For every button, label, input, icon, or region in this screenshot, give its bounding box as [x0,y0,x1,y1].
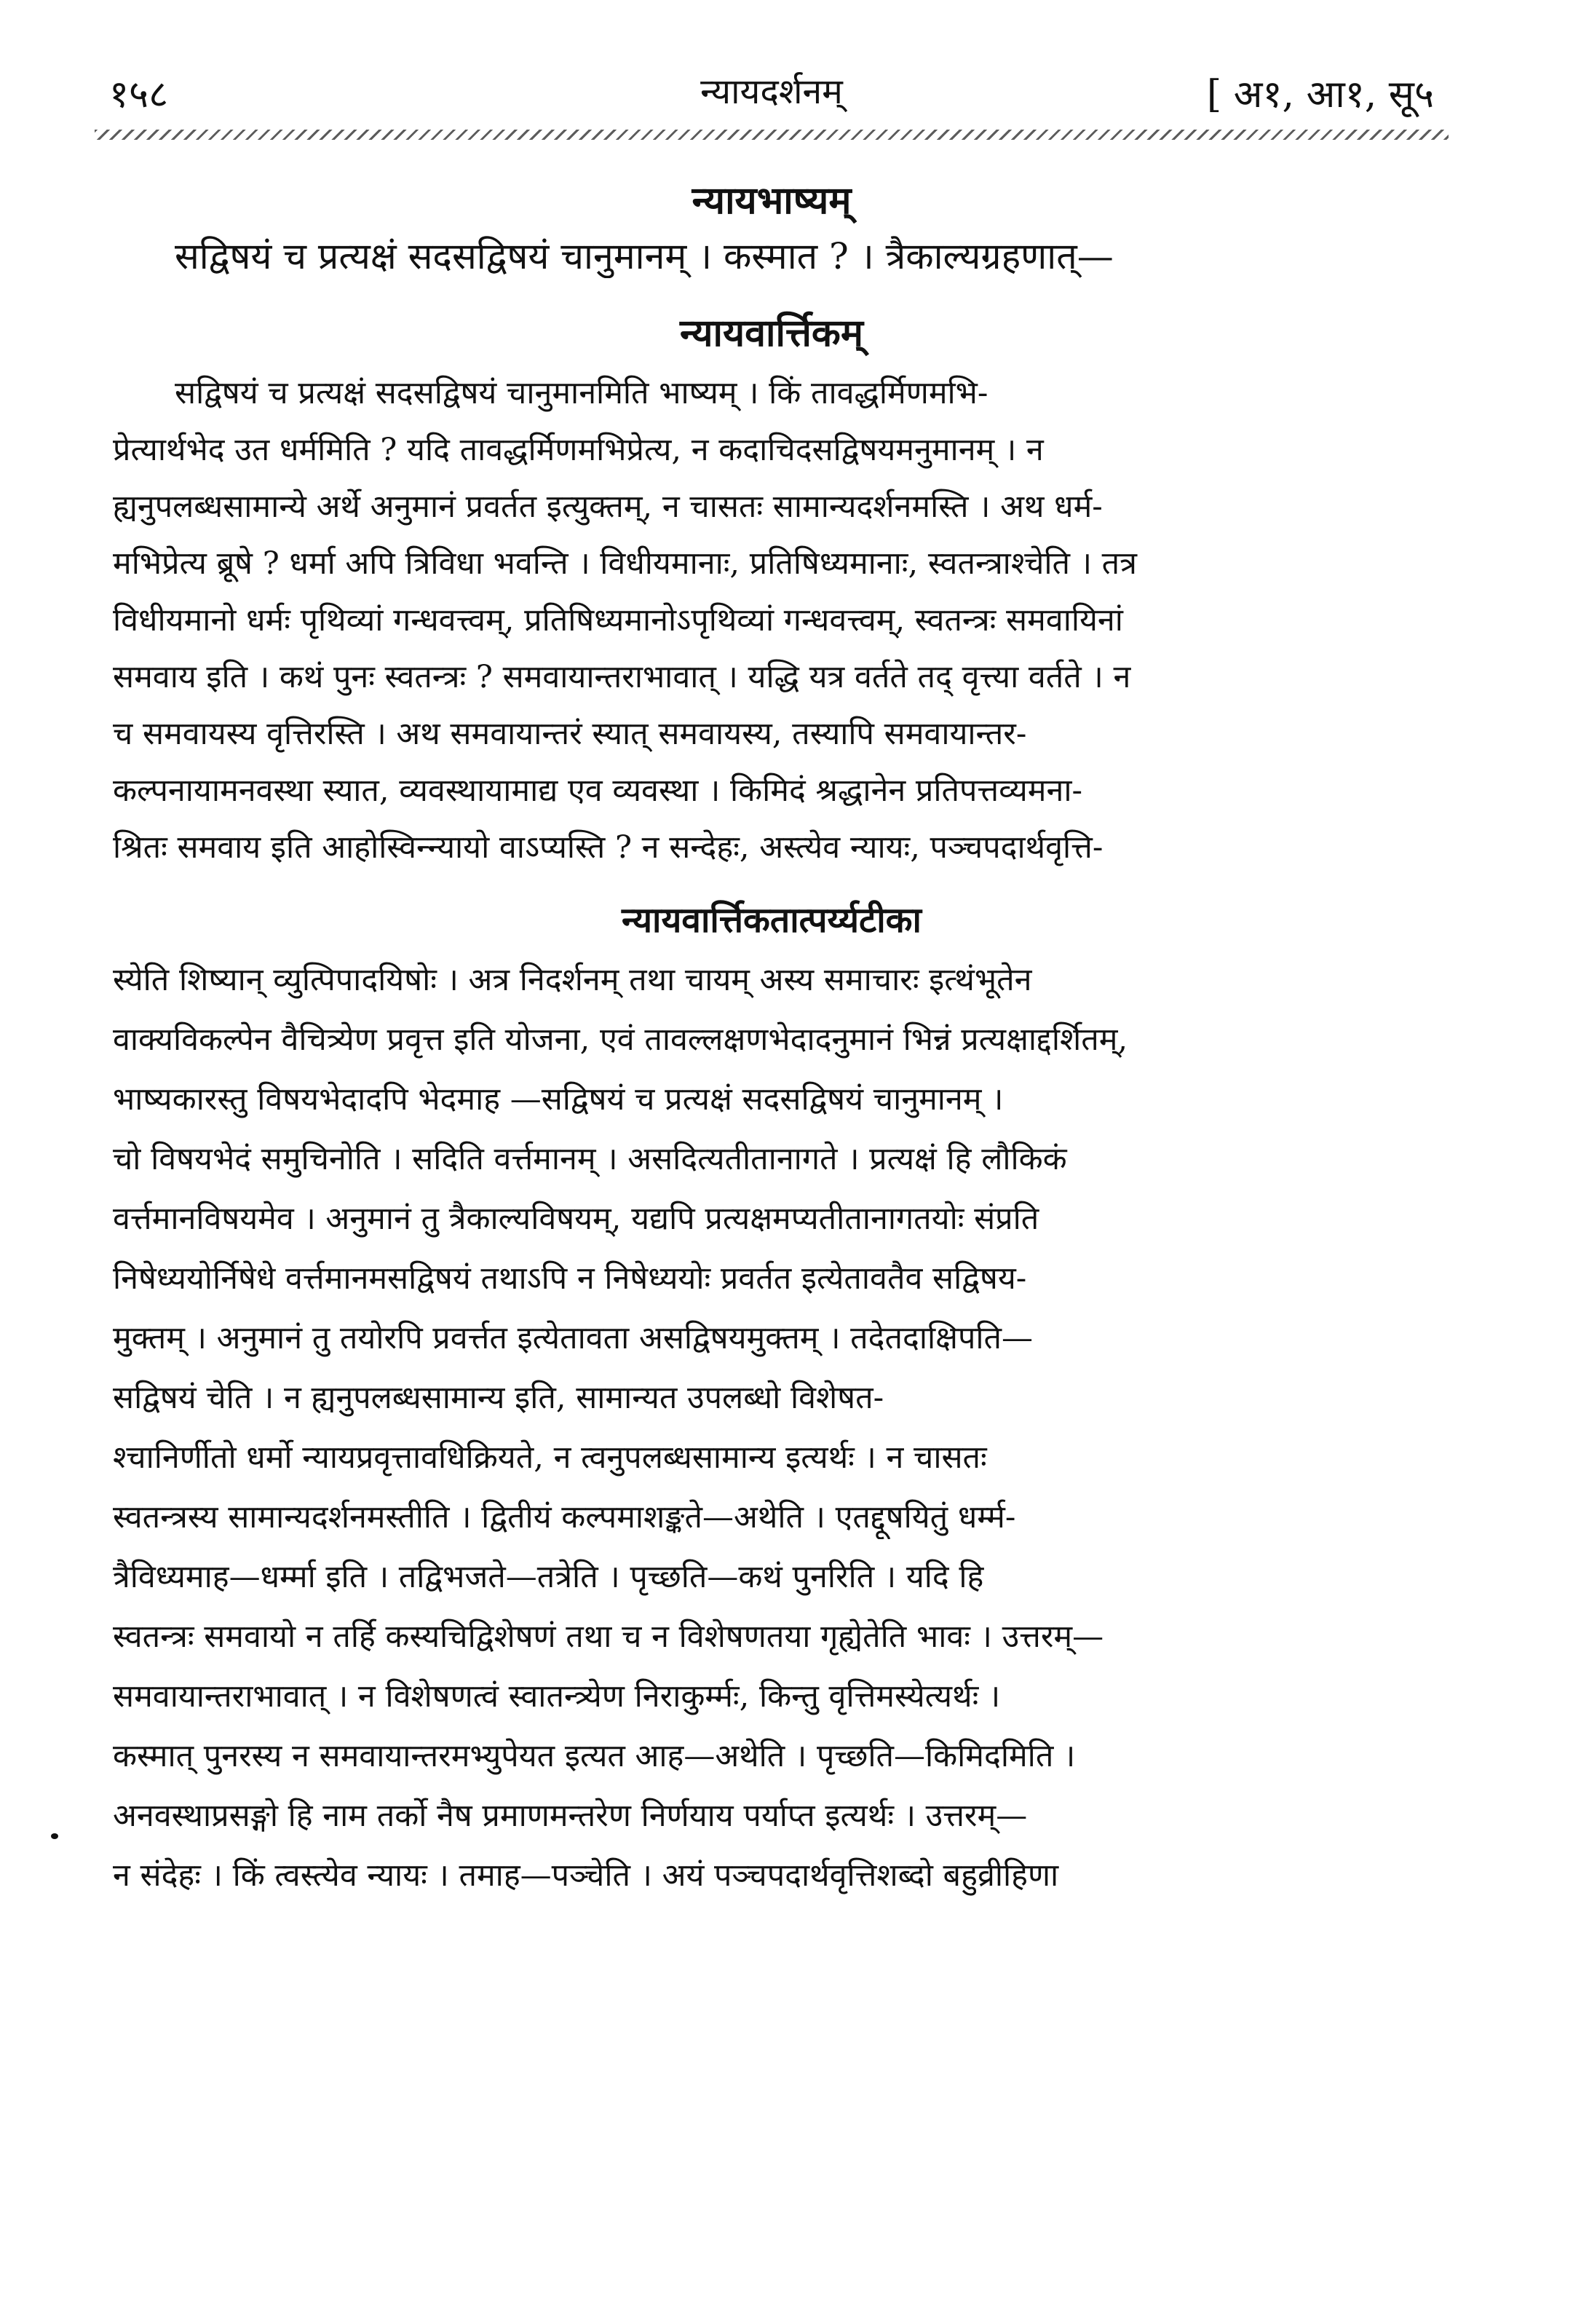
tika-line: निषेध्ययोर्निषेधे वर्त्तमानमसद्विषयं तथाऽपि न निषेध्ययोः प्रवर्तत इत्येतावतैव सद्विषय- [113,1260,1027,1297]
tika-line: वर्त्तमानविषयमेव । अनुमानं तु त्रैकाल्यविषयम्, यद्यपि प्रत्यक्षमप्यतीतानागतयोः संप्रति [113,1201,1039,1237]
tika-heading: न्यायवार्त्तिकतात्पर्य्यटीका [622,900,922,941]
vartika-line: श्रितः समवाय इति आहोस्विन्न्यायो वाऽप्यस्ति ? न सन्देहः, अस्त्येव न्यायः, पञ्चपदार्थवृत्ति- [113,829,1104,866]
vartika-heading: न्यायवार्त्तिकम् [680,311,863,355]
vartika-line: कल्पनायामनवस्था स्यात, व्यवस्थायामाद्य एव व्यवस्था । किमिदं श्रद्धानेन प्रतिपत्तव्यमना- [113,772,1082,809]
page-number: १५८ [109,73,169,116]
tika-line: अनवस्थाप्रसङ्गो हि नाम तर्को नैष प्रमाणमन्तरेण निर्णयाय पर्याप्त इत्यर्थः । उत्तरम्— [113,1798,1028,1834]
tika-line: चो विषयभेदं समुचिनोति । सदिति वर्त्तमानम् । असदित्यतीतानागते । प्रत्यक्षं हि लौकिकं [113,1141,1067,1177]
bhashya-heading: न्यायभाष्यम् [692,178,852,223]
tika-line: सद्विषयं चेति । न ह्यनुपलब्धसामान्य इति, सामान्यत उपलब्धो विशेषत- [113,1380,884,1416]
vartika-line: सद्विषयं च प्रत्यक्षं सदसद्विषयं चानुमानमिति भाष्यम् । किं तावद्धर्मिणमभि- [175,375,988,411]
vartika-line: ह्यनुपलब्धसामान्ये अर्थे अनुमानं प्रवर्तत इत्युक्तम्, न चासतः सामान्यदर्शनमस्ति । अथ धर्म- [113,489,1103,525]
tika-line: समवायान्तराभावात् । न विशेषणत्वं स्वातन्त्र्येण निराकुर्म्मः, किन्तु वृत्तिमस्येत्यर्थः । [113,1678,1001,1715]
vartika-line: विधीयमानो धर्मः पृथिव्यां गन्धवत्त्वम्, प्रतिषिध्यमानोऽपृथिव्यां गन्धवत्त्वम्, स्वतन्त्रः समवायिनां [113,602,1123,639]
vartika-line: मभिप्रेत्य ब्रूषे ? धर्मा अपि त्रिविधा भवन्ति । विधीयमानाः, प्रतिषिध्यमानाः, स्वतन्त्राश्चेति । तत्र [113,545,1137,582]
tika-line: स्वतन्त्रः समवायो न तर्हि कस्यचिद्विशेषणं तथा च न विशेषणतया गृह्येतेति भावः । उत्तरम्— [113,1618,1104,1655]
running-title: न्यायदर्शनम् [700,71,843,112]
tika-line: कस्मात् पुनरस्य न समवायान्तरमभ्युपेयत इत्यत आह—अथेति । पृच्छति—किमिदमिति । [113,1738,1076,1774]
tika-line: स्वतन्त्रस्य सामान्यदर्शनमस्तीति । द्वितीयं कल्पमाशङ्कते—अथेति । एतद्दूषयितुं धर्म्म- [113,1499,1016,1536]
page-header [109,67,1434,125]
chapter-reference: [ अ१, आ१, सू५ [1206,73,1434,116]
tika-line: स्येति शिष्यान् व्युत्पिपादयिषोः । अत्र निदर्शनम् तथा चायम् अस्य समाचारः इत्थंभूतेन [113,962,1032,998]
margin-dot [51,1833,58,1839]
vartika-line: प्रेत्यार्थभेद उत धर्ममिति ? यदि तावद्धर्मिणमभिप्रेत्य, न कदाचिदसद्विषयमनुमानम् । न [113,432,1044,468]
tika-line: श्चानिर्णीतो धर्मो न्यायप्रवृत्तावधिक्रियते, न त्वनुपलब्धसामान्य इत्यर्थः । न चासतः [113,1439,987,1476]
header-wavy-rule [95,130,1449,140]
tika-line: न संदेहः । किं त्वस्त्येव न्यायः । तमाह—पञ्चेति । अयं पञ्चपदार्थवृत्तिशब्दो बहुव्रीहिणा [113,1857,1059,1894]
tika-line: त्रैविध्यमाह—धर्म्मा इति । तद्विभजते—तत्रेति । पृच्छति—कथं पुनरिति । यदि हि [113,1559,984,1595]
tika-line: मुक्तम् । अनुमानं तु तयोरपि प्रवर्त्तत इत्येतावता असद्विषयमुक्तम् । तदेतदाक्षिपति— [113,1320,1034,1356]
vartika-line: समवाय इति । कथं पुनः स्वतन्त्रः ? समवायान्तराभावात् । यद्धि यत्र वर्तते तद् वृत्त्या वर्तते । न [113,659,1131,695]
vartika-line: च समवायस्य वृत्तिरस्ति । अथ समवायान्तरं स्यात् समवायस्य, तस्यापि समवायान्तर- [113,716,1027,752]
bhashya-line: सद्विषयं च प्रत्यक्षं सदसद्विषयं चानुमानम् । कस्मात ? । त्रैकाल्यग्रहणात्— [175,235,1114,277]
tika-line: वाक्यविकल्पेन वैचित्र्येण प्रवृत्त इति योजना, एवं तावल्लक्षणभेदादनुमानं भिन्नं प्रत्यक्षाद्दर्शितम्, [113,1021,1128,1058]
tika-line: भाष्यकारस्तु विषयभेदादपि भेदमाह —सद्विषयं च प्रत्यक्षं सदसद्विषयं चानुमानम् । [113,1081,1004,1118]
